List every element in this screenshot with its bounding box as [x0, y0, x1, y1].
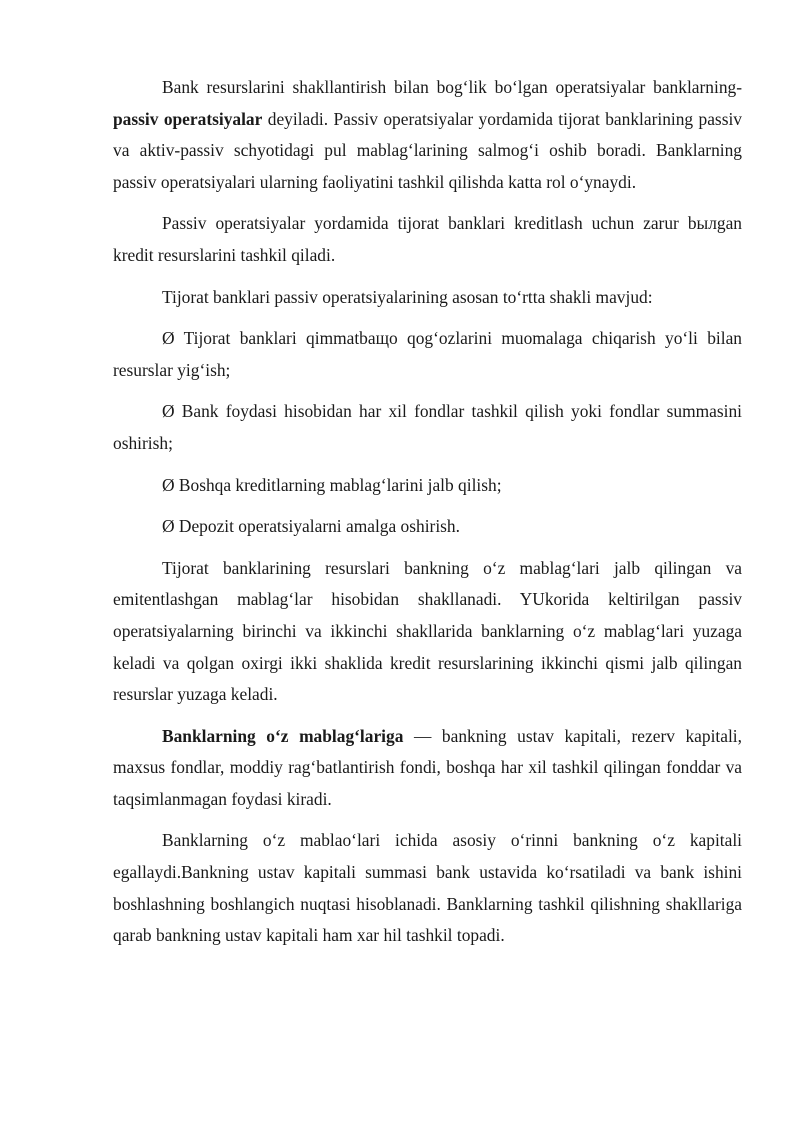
list-item-deposit-operations: Ø Depozit operatsiyalarni amalga oshirish.	[162, 516, 460, 537]
term-own-funds: Banklarning o‘z mablag‘lariga	[162, 725, 404, 746]
paragraph-text: Bank resurslarini shakllantirish bilan bog‘lik bo‘lgan operatsiyalar banklarning-	[162, 77, 742, 97]
paragraph-credit-resources: Passiv operatsiyalar yordamida tijorat banklari kreditlash uchun zarur bылgan kredit resurslarini tashkil qiladi.	[113, 213, 742, 265]
document-page	[113, 72, 742, 952]
paragraph-four-forms-intro: Tijorat banklari passiv operatsiyalarining asosan to‘rtta shakli mavjud:	[162, 286, 653, 307]
paragraph-bank-resources: Tijorat banklarining resurslari bankning o‘z mablag‘lari jalb qilingan va emitentlashgan mablag‘lar hisobidan shakllanadi. YUkorida keltirilgan passiv operatsiyalarning birinchi va ikkinchi shakllarida banklarning o‘z mablag‘lari yuzaga keladi va qolgan oxirgi ikki shaklida kredit resurslarining ikkinchi qismi jalb qilingan resurslar yuzaga keladi.	[113, 557, 742, 705]
list-item-securities: Ø Tijorat banklari qimmatbaщo qog‘ozlarini muomalaga chiqarish yo‘li bilan resurslar yig‘ish;	[113, 328, 742, 380]
paragraph-text: — bankning ustav kapitali, rezerv kapitali, maxsus fondlar, moddiy rag‘batlantirish fondi, boshqa har xil tashkil qilingan fonddar va taqsimlanmagan foydasi kiradi.	[113, 725, 742, 809]
list-item-other-credits: Ø Boshqa kreditlarning mablag‘larini jalb qilish;	[162, 474, 502, 495]
paragraph-own-funds	[113, 721, 742, 816]
term-passive-operations: passiv operatsiyalar	[113, 108, 263, 129]
list-item-funds: Ø Bank foydasi hisobidan har xil fondlar tashkil qilish yoki fondlar summasini oshirish;	[113, 401, 742, 453]
paragraph-text: deyiladi. Passiv operatsiyalar yordamida tijorat banklarining passiv va aktiv-passiv schyotidagi pul mablag‘larining salmog‘i oshib boradi. Banklarning passiv operatsiyalari ularning faoliyatini tashkil qilishda katta rol o‘ynaydi.	[113, 108, 742, 192]
paragraph-charter-capital: Banklarning o‘z mablao‘lari ichida asosiy o‘rinni bankning o‘z kapitali egallaydi.Bankning ustav kapitali summasi bank ustavida ko‘rsatiladi va bank ishini boshlashning boshlangich nuqtasi hisoblanadi. Banklarning tashkil qilishning shakllariga qarab bankning ustav kapitali ham xar hil tashkil topadi.	[113, 830, 742, 946]
paragraph-passive-operations-definition	[113, 72, 742, 198]
